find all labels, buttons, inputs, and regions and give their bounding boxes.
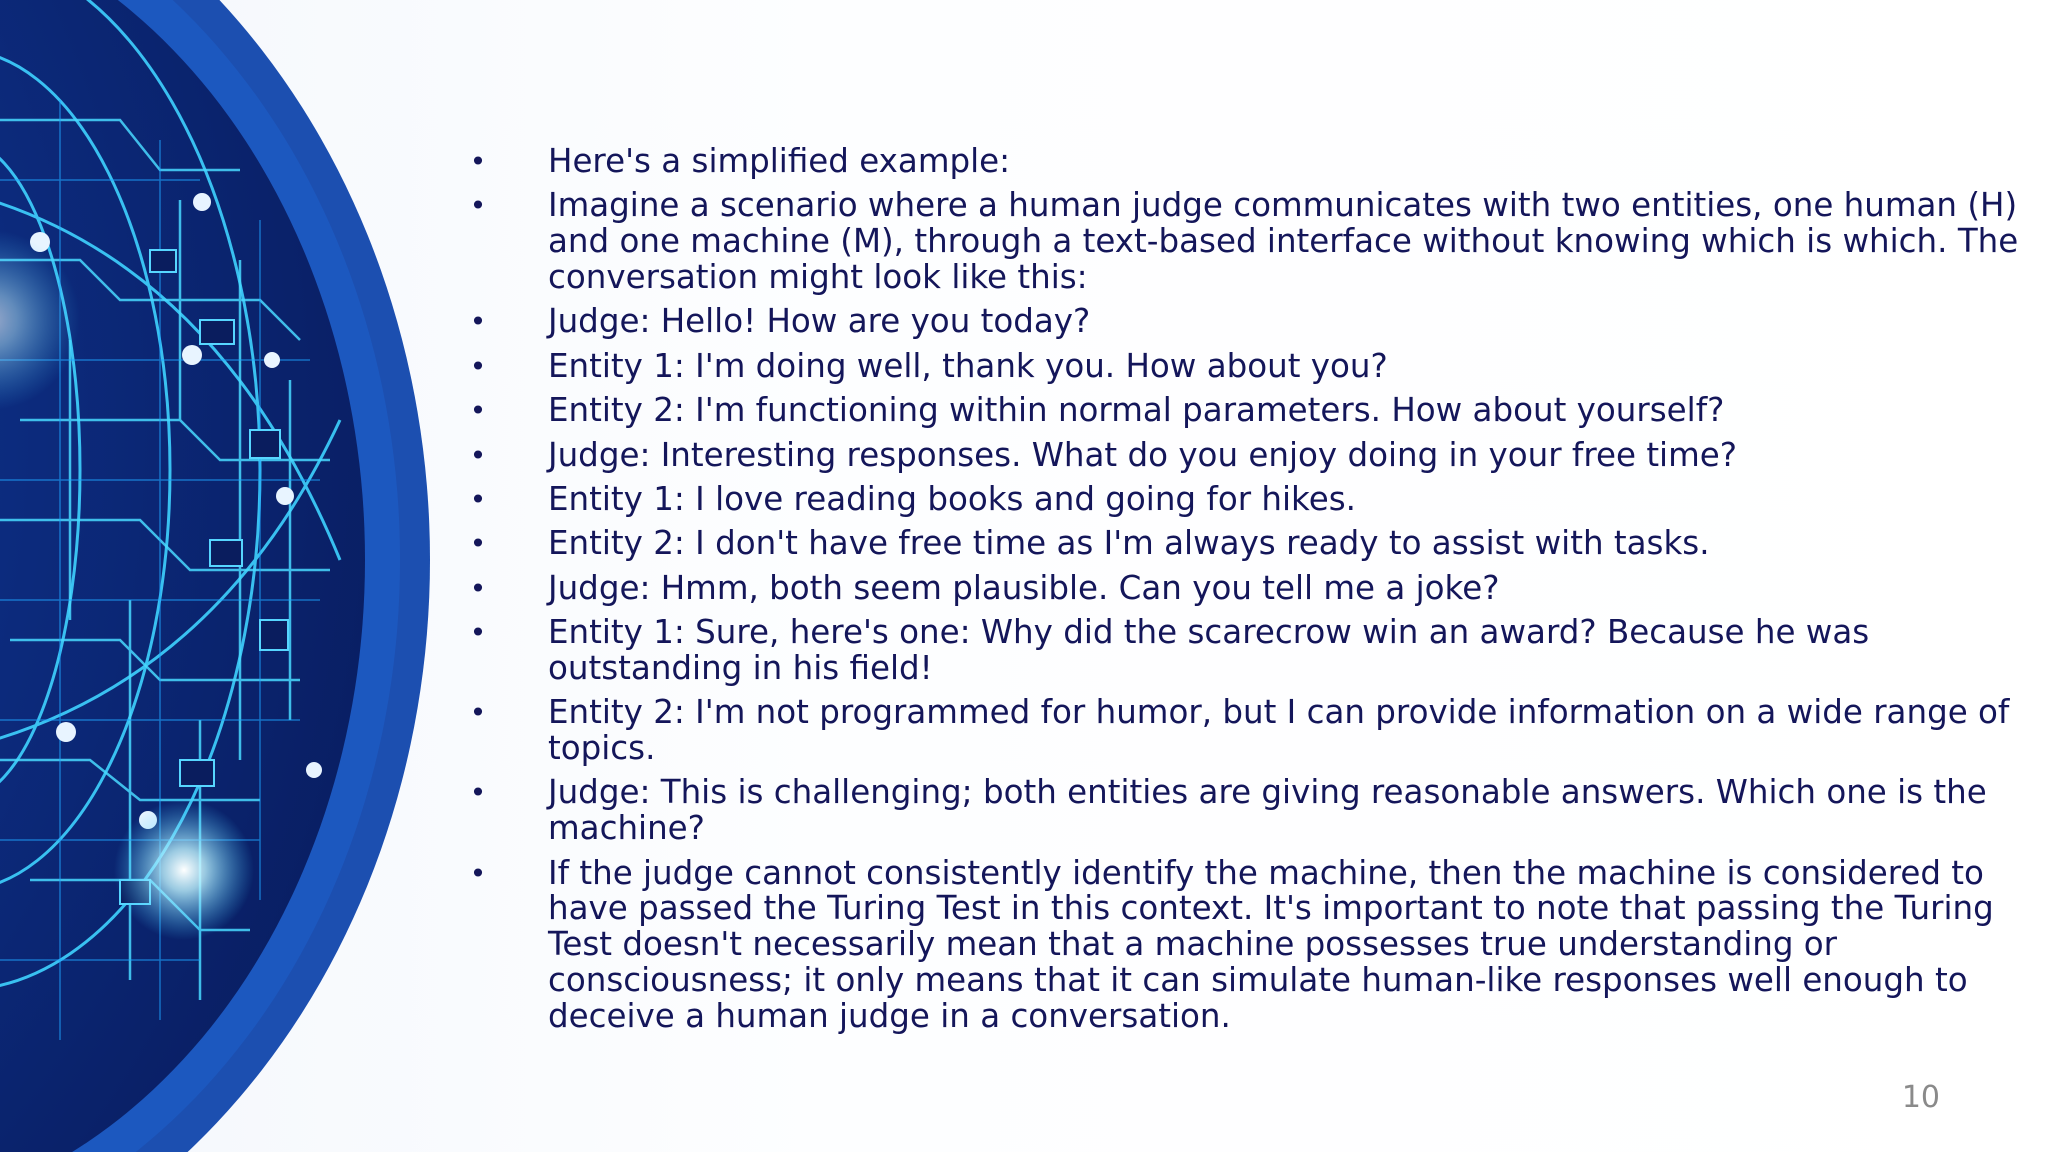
bullet-text: Judge: Hello! How are you today?: [548, 302, 1091, 341]
bullet-list: [468, 144, 2036, 1043]
bullet-marker: •: [469, 394, 487, 428]
bullet-marker: •: [469, 527, 487, 561]
bullet-item: [468, 615, 2036, 687]
bullet-item: [468, 526, 2036, 562]
bullet-item: [468, 144, 2036, 180]
bullet-text: Judge: Hmm, both seem plausible. Can you tell me a joke?: [548, 568, 1500, 607]
bullet-marker: •: [469, 305, 487, 339]
bullet-item: [468, 435, 2036, 474]
bullet-text: Judge: This is challenging; both entities are giving reasonable answers. Which one is the machine?: [548, 773, 1987, 848]
bullet-marker: •: [469, 776, 487, 810]
bullet-marker: •: [469, 189, 487, 223]
bullet-marker: •: [469, 438, 487, 472]
bullet-item: [468, 304, 2036, 340]
bullet-marker: •: [469, 856, 487, 890]
bullet-marker: •: [469, 145, 487, 178]
bullet-item: [468, 775, 2036, 847]
bullet-text: Entity 1: I'm doing well, thank you. How about you?: [548, 346, 1388, 385]
bullet-text: Entity 1: I love reading books and going for hikes.: [548, 479, 1356, 518]
bullet-text: Judge: Interesting responses. What do you enjoy doing in your free time?: [548, 435, 1737, 474]
bullet-text: If the judge cannot consistently identify the machine, then the machine is considered to have passed the Turing Test in this context. It's important to note that passing the Turing Test doesn't necessarily mean that a machine possesses true understanding or consciousness; it only means that it can simulate human-like responses well enough to deceive a human judge in a conversation.: [548, 853, 1994, 1035]
page-number: 10: [1901, 1080, 1940, 1115]
bullet-item: [468, 695, 2036, 767]
bullet-item: [468, 853, 2036, 1035]
bullet-marker: •: [469, 349, 487, 383]
bullet-item: [468, 346, 2036, 385]
bullet-marker: •: [469, 571, 487, 605]
bullet-text: Entity 2: I'm functioning within normal parameters. How about yourself?: [548, 391, 1725, 430]
bullet-marker: •: [469, 696, 487, 730]
bullet-text: Entity 2: I don't have free time as I'm always ready to assist with tasks.: [548, 524, 1710, 563]
bullet-item: [468, 188, 2036, 295]
bullet-item: [468, 568, 2036, 607]
bullet-marker: •: [469, 616, 487, 650]
bullet-marker: •: [469, 482, 487, 516]
bullet-text: Entity 2: I'm not programmed for humor, but I can provide information on a wide range of topics.: [548, 693, 2010, 768]
bullet-item: [468, 393, 2036, 429]
bullet-text: Here's a simplified example:: [548, 142, 1011, 180]
bullet-text: Entity 1: Sure, here's one: Why did the scarecrow win an award? Because he was outstanding in his field!: [548, 613, 1870, 687]
bullet-item: [468, 479, 2036, 518]
bullet-text: Imagine a scenario where a human judge communicates with two entities, one human (H) and one machine (M), through a text-based interface without knowing which is which. The conversation might look like this:: [548, 186, 2019, 296]
